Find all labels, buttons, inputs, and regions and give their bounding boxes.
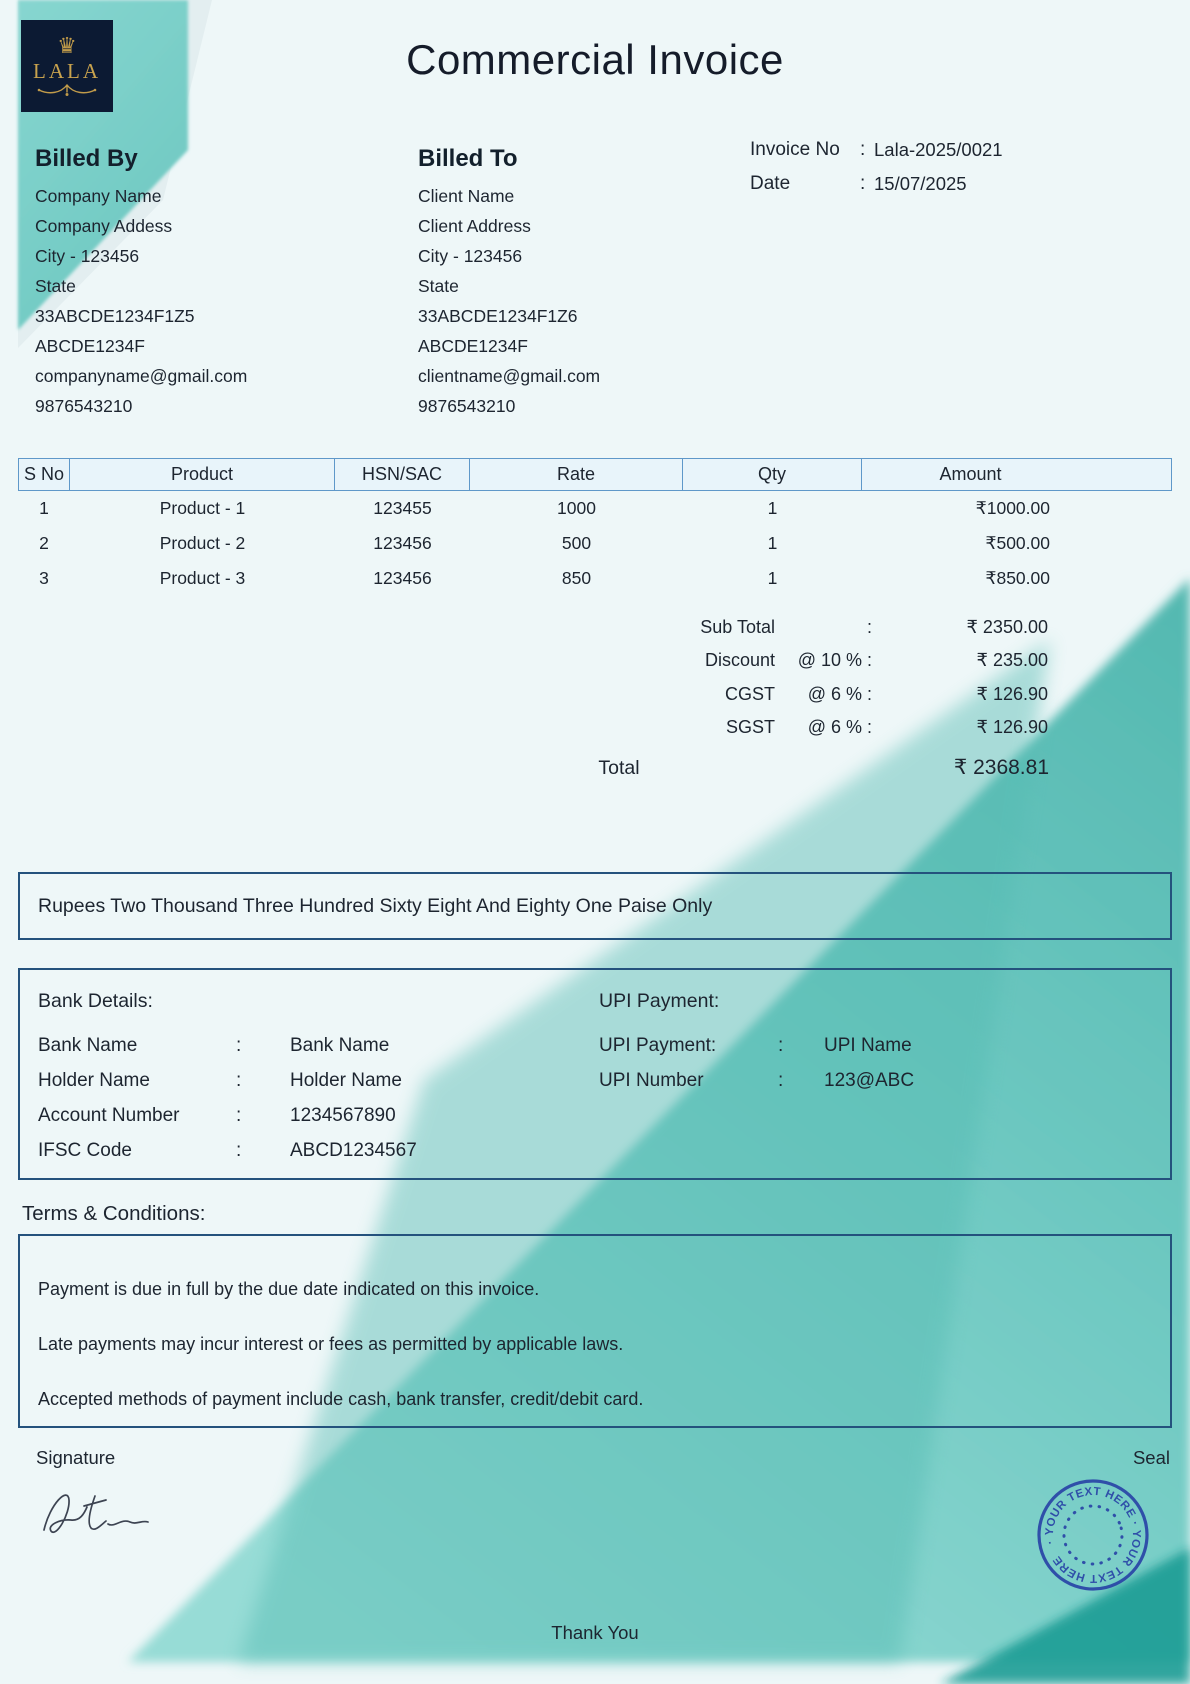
crown-icon: ♛: [57, 34, 77, 59]
billed-to-lines: [418, 181, 778, 421]
cell-hsn: 123456: [373, 568, 432, 588]
billed-to-line: 9876543210: [418, 396, 516, 416]
page-title: Commercial Invoice: [406, 36, 784, 83]
bank-upi-box: [18, 968, 1172, 1180]
header-cell-hsn: HSN/SAC: [335, 458, 470, 491]
bank-row-label: Bank Name: [38, 1035, 138, 1056]
cell-product: Product - 2: [159, 533, 246, 553]
date-row: [748, 167, 1178, 201]
cell-rate: 1000: [557, 498, 596, 518]
billed-to-line: ABCDE1234F: [418, 336, 528, 356]
terms-lines: [38, 1236, 1152, 1427]
colon: :: [236, 1140, 242, 1161]
terms-line: Late payments may incur interest or fees as permitted by applicable laws.: [38, 1334, 624, 1354]
billed-to-heading: Billed To: [418, 145, 518, 172]
cell-amount: ₹500.00: [985, 533, 1050, 553]
billed-by-line: 33ABCDE1234F1Z5: [35, 306, 195, 326]
date-label: Date: [750, 173, 791, 194]
colon: :: [778, 1035, 784, 1056]
header-cell-product: Product: [70, 458, 335, 491]
billed-by-line: City - 123456: [35, 246, 140, 266]
grand-total-row: [18, 751, 1172, 785]
table-row: [18, 491, 1172, 526]
invoice-meta: [748, 133, 1178, 201]
billed-to-line: 33ABCDE1234F1Z6: [418, 306, 578, 326]
header-cell-qty: Qty: [683, 458, 862, 491]
items-table: [18, 458, 1172, 596]
totals-row-rate: :: [866, 617, 872, 637]
total-value: ₹ 2368.81: [953, 756, 1049, 779]
cell-sno: 1: [39, 498, 49, 518]
cell-hsn: 123456: [373, 533, 432, 553]
seal-ring-text: · YOUR TEXT HERE · YOUR TEXT HERE: [1043, 1485, 1143, 1585]
cell-product: Product - 3: [159, 568, 246, 588]
bank-row: [20, 1098, 1170, 1133]
brand-name: LALA: [33, 59, 101, 83]
billed-by-heading: Billed By: [35, 145, 138, 172]
seal-label: Seal: [1132, 1447, 1170, 1468]
terms-heading: Terms & Conditions:: [22, 1202, 206, 1225]
billed-to-line: clientname@gmail.com: [418, 366, 601, 386]
billed-by-line: Company Name: [35, 186, 162, 206]
billed-to-section: [418, 146, 778, 421]
upi-row: [20, 1028, 1170, 1063]
totals-row-label: Sub Total: [700, 617, 775, 637]
colon: :: [778, 1070, 784, 1091]
totals-row-rate: @ 6 % :: [807, 683, 872, 704]
upi-row-value: UPI Name: [824, 1035, 912, 1056]
cell-product: Product - 1: [159, 498, 246, 518]
bank-row-value: Bank Name: [290, 1035, 390, 1056]
upi-row-label: UPI Payment:: [599, 1035, 717, 1056]
totals-row: [18, 644, 1172, 677]
upi-rows: [20, 1028, 1170, 1098]
cell-hsn: 123455: [373, 498, 432, 518]
billed-to-line: Client Name: [418, 186, 515, 206]
total-label: Total: [598, 757, 640, 779]
upi-row-value: 123@ABC: [824, 1070, 915, 1091]
flourish-icon: [35, 83, 99, 97]
cell-rate: 500: [561, 533, 592, 553]
brand-logo: [21, 20, 113, 112]
colon: :: [860, 139, 866, 160]
billed-to-line: State: [418, 276, 459, 296]
cell-rate: 850: [561, 568, 592, 588]
totals-row: [18, 611, 1172, 644]
totals-row: [18, 711, 1172, 744]
billed-by-line: ABCDE1234F: [35, 336, 145, 356]
date-value: 15/07/2025: [874, 173, 967, 194]
invoice-no-row: [748, 133, 1178, 167]
table-header-row: [18, 458, 1172, 491]
totals-row: [18, 678, 1172, 711]
cell-amount: ₹1000.00: [975, 498, 1050, 518]
cell-qty: 1: [767, 498, 778, 518]
totals-row-value: ₹ 126.90: [976, 683, 1048, 704]
totals-row-value: ₹ 126.90: [976, 716, 1048, 737]
upi-row: [20, 1063, 1170, 1098]
billed-by-section: [35, 146, 395, 421]
totals-section: [18, 611, 1172, 779]
signature-label: Signature: [36, 1447, 116, 1468]
cell-qty: 1: [767, 568, 778, 588]
bank-row-label: Holder Name: [38, 1070, 150, 1091]
terms-line: Accepted methods of payment include cash, bank transfer, credit/debit card.: [38, 1389, 644, 1409]
table-row: [18, 561, 1172, 596]
totals-row-rate: @ 6 % :: [807, 716, 872, 737]
invoice-no-label: Invoice No: [750, 139, 840, 160]
signature-image: [38, 1478, 168, 1548]
upi-payment-heading: UPI Payment:: [599, 990, 720, 1012]
billed-by-line: 9876543210: [35, 396, 133, 416]
svg-text:· YOUR TEXT HERE · YOUR TEXT H: [1034, 1475, 1153, 1594]
table-body: [18, 491, 1172, 596]
bank-row-label: IFSC Code: [38, 1140, 132, 1161]
amount-words-box: [18, 872, 1172, 940]
terms-line: Payment is due in full by the due date indicated on this invoice.: [38, 1279, 540, 1299]
billed-by-lines: [35, 181, 395, 421]
bank-row-value: Holder Name: [290, 1070, 402, 1091]
totals-row-value: ₹ 2350.00: [966, 617, 1048, 637]
colon: :: [860, 173, 866, 194]
table-row: [18, 526, 1172, 561]
totals-row-rate: @ 10 % :: [797, 650, 872, 671]
totals-row-value: ₹ 235.00: [976, 650, 1048, 671]
colon: :: [236, 1035, 242, 1056]
cell-qty: 1: [767, 533, 778, 553]
bank-row-label: Account Number: [38, 1105, 180, 1126]
upi-row-label: UPI Number: [599, 1070, 704, 1091]
colon: :: [236, 1105, 242, 1126]
billed-by-line: Company Addess: [35, 216, 173, 236]
totals-row-label: SGST: [725, 716, 775, 737]
header-cell-sno: S No: [18, 458, 70, 491]
amount-words-text: Rupees Two Thousand Three Hundred Sixty Eight And Eighty One Paise Only: [38, 894, 713, 917]
bank-row: [20, 1133, 1170, 1168]
billed-by-line: companyname@gmail.com: [35, 366, 248, 386]
totals-row-label: Discount: [704, 650, 775, 671]
thank-you-text: Thank You: [551, 1622, 639, 1643]
billed-to-line: Client Address: [418, 216, 531, 236]
totals-row-label: CGST: [724, 683, 775, 704]
cell-sno: 2: [39, 533, 49, 553]
colon: :: [236, 1070, 242, 1091]
billed-by-line: State: [35, 276, 76, 296]
invoice-no-value: Lala-2025/0021: [874, 139, 1003, 160]
header-cell-rate: Rate: [470, 458, 683, 491]
cell-sno: 3: [39, 568, 49, 588]
terms-box: [18, 1234, 1172, 1428]
cell-amount: ₹850.00: [985, 568, 1050, 588]
bank-row-value: ABCD1234567: [290, 1140, 417, 1161]
header-cell-amount: Amount: [862, 458, 1172, 491]
bank-details-heading: Bank Details:: [38, 990, 153, 1012]
billed-to-line: City - 123456: [418, 246, 523, 266]
bank-row-value: 1234567890: [290, 1105, 396, 1126]
